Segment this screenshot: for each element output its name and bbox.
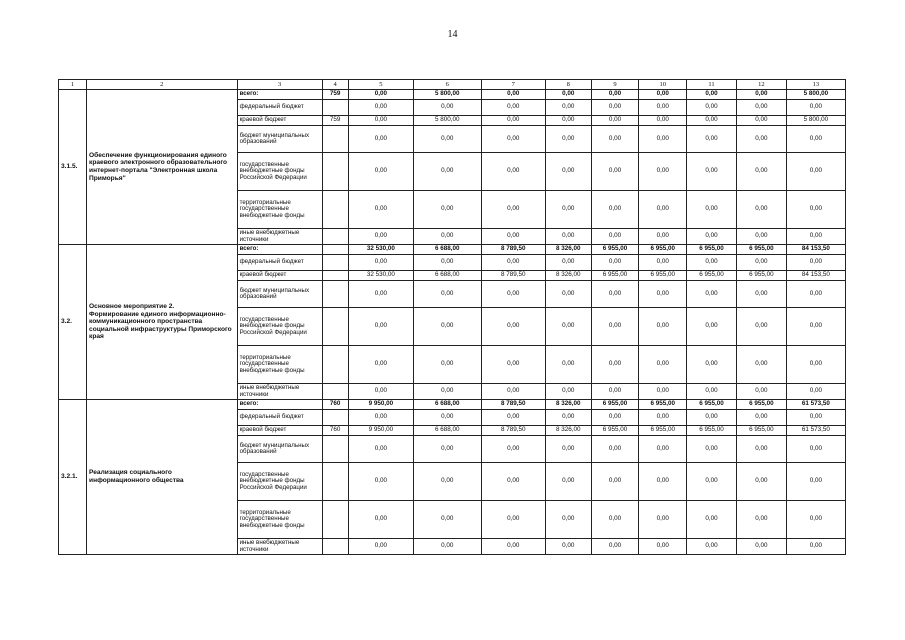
amount-cell: 0,00	[348, 255, 413, 271]
grbs-code-cell	[322, 100, 348, 116]
amount-cell: 0,00	[786, 501, 845, 539]
amount-cell: 0,00	[591, 410, 639, 426]
amount-cell: 0,00	[481, 281, 545, 308]
amount-cell: 6 955,00	[736, 271, 786, 281]
amount-cell: 84 153,50	[786, 271, 845, 281]
funding-source: государственные внебюджетные фонды Российской Федерации	[237, 308, 322, 346]
amount-cell: 9 950,00	[348, 426, 413, 436]
header-cell: 8	[545, 80, 591, 90]
amount-cell: 0,00	[639, 539, 687, 555]
amount-cell: 0,00	[545, 255, 591, 271]
funding-source: территориальные государственные внебюджетные фонды	[237, 501, 322, 539]
grbs-code-cell: 759	[322, 90, 348, 100]
amount-cell: 0,00	[687, 116, 737, 126]
amount-cell: 0,00	[687, 153, 737, 191]
amount-cell: 0,00	[591, 436, 639, 463]
funding-source: всего:	[237, 90, 322, 100]
amount-cell: 0,00	[348, 539, 413, 555]
header-cell: 6	[414, 80, 481, 90]
amount-cell: 0,00	[736, 153, 786, 191]
amount-cell: 5 800,00	[414, 90, 481, 100]
amount-cell: 0,00	[639, 229, 687, 245]
amount-cell: 0,00	[639, 153, 687, 191]
amount-cell: 0,00	[736, 100, 786, 116]
amount-cell: 8 789,50	[481, 245, 545, 255]
amount-cell: 0,00	[786, 308, 845, 346]
amount-cell: 0,00	[481, 90, 545, 100]
amount-cell: 0,00	[591, 126, 639, 153]
amount-cell: 0,00	[348, 308, 413, 346]
amount-cell: 0,00	[591, 191, 639, 229]
amount-cell: 0,00	[639, 410, 687, 426]
amount-cell: 0,00	[639, 501, 687, 539]
amount-cell: 8 789,50	[481, 271, 545, 281]
amount-cell: 6 955,00	[736, 245, 786, 255]
amount-cell: 6 955,00	[687, 271, 737, 281]
amount-cell: 0,00	[687, 410, 737, 426]
header-cell: 3	[237, 80, 322, 90]
amount-cell: 0,00	[348, 191, 413, 229]
funding-source: бюджет муниципальных образований	[237, 126, 322, 153]
grbs-code-cell	[322, 308, 348, 346]
amount-cell: 0,00	[687, 229, 737, 245]
budget-table	[58, 79, 846, 555]
grbs-code-cell: 759	[322, 116, 348, 126]
amount-cell: 32 530,00	[348, 245, 413, 255]
amount-cell: 6 955,00	[639, 400, 687, 410]
amount-cell: 8 789,50	[481, 426, 545, 436]
amount-cell: 0,00	[687, 463, 737, 501]
amount-cell: 0,00	[414, 539, 481, 555]
total-row	[59, 245, 846, 255]
funding-source: всего:	[237, 400, 322, 410]
amount-cell: 0,00	[348, 126, 413, 153]
item-code: 3.2.1.	[59, 400, 87, 555]
amount-cell: 0,00	[481, 501, 545, 539]
amount-cell: 0,00	[414, 255, 481, 271]
amount-cell: 0,00	[786, 126, 845, 153]
amount-cell: 0,00	[687, 501, 737, 539]
grbs-code-cell	[322, 501, 348, 539]
header-cell: 1	[59, 80, 87, 90]
amount-cell: 0,00	[414, 308, 481, 346]
funding-source: бюджет муниципальных образований	[237, 281, 322, 308]
funding-source: государственные внебюджетные фонды Российской Федерации	[237, 463, 322, 501]
amount-cell: 0,00	[414, 436, 481, 463]
amount-cell: 0,00	[414, 100, 481, 116]
amount-cell: 0,00	[414, 229, 481, 245]
amount-cell: 0,00	[348, 501, 413, 539]
total-row	[59, 400, 846, 410]
amount-cell: 0,00	[786, 463, 845, 501]
table-body	[59, 80, 846, 555]
amount-cell: 0,00	[481, 384, 545, 400]
item-title	[87, 245, 238, 400]
amount-cell: 6 688,00	[414, 400, 481, 410]
amount-cell: 0,00	[591, 255, 639, 271]
header-cell: 5	[348, 80, 413, 90]
header-cell: 7	[481, 80, 545, 90]
grbs-code-cell	[322, 271, 348, 281]
page-number: 14	[447, 29, 458, 40]
amount-cell: 0,00	[687, 191, 737, 229]
amount-cell: 0,00	[687, 100, 737, 116]
amount-cell: 0,00	[639, 100, 687, 116]
funding-source: иные внебюджетные источники	[237, 539, 322, 555]
amount-cell: 0,00	[545, 308, 591, 346]
header-cell: 10	[639, 80, 687, 90]
amount-cell: 0,00	[591, 384, 639, 400]
amount-cell: 0,00	[786, 255, 845, 271]
amount-cell: 6 688,00	[414, 426, 481, 436]
amount-cell: 0,00	[591, 116, 639, 126]
funding-source: территориальные государственные внебюджетные фонды	[237, 191, 322, 229]
amount-cell: 0,00	[481, 116, 545, 126]
funding-source: территориальные государственные внебюджетные фонды	[237, 346, 322, 384]
grbs-code-cell	[322, 153, 348, 191]
grbs-code-cell	[322, 191, 348, 229]
funding-source: краевой бюджет	[237, 116, 322, 126]
amount-cell: 0,00	[736, 346, 786, 384]
amount-cell: 6 955,00	[736, 426, 786, 436]
amount-cell: 0,00	[481, 346, 545, 384]
funding-source: федеральный бюджет	[237, 255, 322, 271]
amount-cell: 0,00	[786, 281, 845, 308]
amount-cell: 0,00	[736, 308, 786, 346]
amount-cell: 0,00	[414, 191, 481, 229]
header-cell: 12	[736, 80, 786, 90]
amount-cell: 0,00	[545, 126, 591, 153]
amount-cell: 0,00	[687, 539, 737, 555]
amount-cell: 0,00	[348, 153, 413, 191]
grbs-code-cell	[322, 539, 348, 555]
grbs-code-cell	[322, 346, 348, 384]
amount-cell: 0,00	[591, 153, 639, 191]
amount-cell: 0,00	[736, 436, 786, 463]
amount-cell: 0,00	[414, 153, 481, 191]
amount-cell: 6 955,00	[687, 245, 737, 255]
amount-cell: 0,00	[687, 281, 737, 308]
amount-cell: 0,00	[481, 191, 545, 229]
amount-cell: 0,00	[481, 436, 545, 463]
amount-cell: 0,00	[687, 436, 737, 463]
funding-source: государственные внебюджетные фонды Российской Федерации	[237, 153, 322, 191]
grbs-code-cell	[322, 229, 348, 245]
amount-cell: 0,00	[591, 308, 639, 346]
item-title-text: Формирование единого информационно-коммуникационного пространства социальной инфраструктуры Приморского края	[89, 310, 232, 341]
amount-cell: 0,00	[348, 229, 413, 245]
amount-cell: 8 789,50	[481, 400, 545, 410]
amount-cell: 8 326,00	[545, 245, 591, 255]
item-code: 3.1.5.	[59, 90, 87, 245]
amount-cell: 0,00	[639, 191, 687, 229]
amount-cell: 0,00	[687, 255, 737, 271]
amount-cell: 61 573,50	[786, 426, 845, 436]
header-cell: 13	[786, 80, 845, 90]
amount-cell: 0,00	[591, 501, 639, 539]
amount-cell: 0,00	[687, 126, 737, 153]
grbs-code-cell	[322, 255, 348, 271]
amount-cell: 0,00	[786, 436, 845, 463]
amount-cell: 0,00	[591, 90, 639, 100]
funding-source: краевой бюджет	[237, 426, 322, 436]
grbs-code-cell: 760	[322, 400, 348, 410]
amount-cell: 0,00	[481, 410, 545, 426]
header-cell: 11	[687, 80, 737, 90]
amount-cell: 0,00	[414, 384, 481, 400]
funding-source: всего:	[237, 245, 322, 255]
amount-cell: 0,00	[545, 384, 591, 400]
header-cell: 9	[591, 80, 639, 90]
amount-cell: 0,00	[481, 463, 545, 501]
item-title-heading: Основное мероприятие 2.	[89, 303, 175, 311]
grbs-code-cell	[322, 245, 348, 255]
amount-cell: 0,00	[414, 126, 481, 153]
amount-cell: 0,00	[687, 308, 737, 346]
item-title	[87, 400, 238, 555]
amount-cell: 0,00	[687, 346, 737, 384]
funding-source: федеральный бюджет	[237, 100, 322, 116]
amount-cell: 0,00	[481, 308, 545, 346]
amount-cell: 0,00	[736, 384, 786, 400]
amount-cell: 0,00	[736, 191, 786, 229]
amount-cell: 0,00	[348, 384, 413, 400]
amount-cell: 0,00	[481, 153, 545, 191]
amount-cell: 6 955,00	[639, 245, 687, 255]
amount-cell: 0,00	[639, 346, 687, 384]
amount-cell: 0,00	[736, 255, 786, 271]
amount-cell: 0,00	[414, 281, 481, 308]
grbs-code-cell	[322, 463, 348, 501]
amount-cell: 84 153,50	[786, 245, 845, 255]
amount-cell: 6 955,00	[687, 400, 737, 410]
amount-cell: 0,00	[545, 410, 591, 426]
amount-cell: 32 530,00	[348, 271, 413, 281]
amount-cell: 6 688,00	[414, 271, 481, 281]
amount-cell: 8 326,00	[545, 400, 591, 410]
amount-cell: 0,00	[786, 191, 845, 229]
amount-cell: 0,00	[736, 501, 786, 539]
funding-source: иные внебюджетные источники	[237, 229, 322, 245]
amount-cell: 0,00	[639, 126, 687, 153]
amount-cell: 0,00	[639, 436, 687, 463]
amount-cell: 0,00	[348, 436, 413, 463]
item-title-text: Реализация социального информационного общества	[89, 469, 184, 484]
amount-cell: 0,00	[348, 281, 413, 308]
grbs-code-cell: 760	[322, 426, 348, 436]
amount-cell: 0,00	[736, 90, 786, 100]
amount-cell: 0,00	[545, 100, 591, 116]
amount-cell: 6 955,00	[639, 271, 687, 281]
funding-source: федеральный бюджет	[237, 410, 322, 426]
amount-cell: 0,00	[481, 100, 545, 116]
amount-cell: 0,00	[591, 539, 639, 555]
amount-cell: 0,00	[591, 100, 639, 116]
amount-cell: 0,00	[545, 436, 591, 463]
amount-cell: 0,00	[414, 501, 481, 539]
item-code: 3.2.	[59, 245, 87, 400]
amount-cell: 0,00	[481, 539, 545, 555]
amount-cell: 0,00	[545, 463, 591, 501]
amount-cell: 0,00	[481, 229, 545, 245]
amount-cell: 61 573,50	[786, 400, 845, 410]
amount-cell: 0,00	[639, 384, 687, 400]
amount-cell: 0,00	[414, 410, 481, 426]
amount-cell: 0,00	[414, 346, 481, 384]
funding-source: бюджет муниципальных образований	[237, 436, 322, 463]
amount-cell: 0,00	[736, 463, 786, 501]
total-row	[59, 90, 846, 100]
grbs-code-cell	[322, 126, 348, 153]
amount-cell: 0,00	[786, 346, 845, 384]
item-title-text: Обеспечение функционирования единого краевого электронного образовательного интернет-портала "Электронная школа Приморья"	[89, 151, 228, 182]
amount-cell: 0,00	[591, 229, 639, 245]
amount-cell: 0,00	[736, 229, 786, 245]
amount-cell: 5 800,00	[414, 116, 481, 126]
amount-cell: 6 955,00	[591, 245, 639, 255]
amount-cell: 8 326,00	[545, 271, 591, 281]
amount-cell: 9 950,00	[348, 400, 413, 410]
amount-cell: 0,00	[545, 153, 591, 191]
grbs-code-cell	[322, 410, 348, 426]
amount-cell: 0,00	[687, 90, 737, 100]
amount-cell: 6 955,00	[687, 426, 737, 436]
amount-cell: 0,00	[348, 90, 413, 100]
amount-cell: 0,00	[545, 229, 591, 245]
amount-cell: 0,00	[786, 153, 845, 191]
amount-cell: 0,00	[736, 116, 786, 126]
amount-cell: 5 800,00	[786, 90, 845, 100]
amount-cell: 0,00	[591, 281, 639, 308]
amount-cell: 0,00	[639, 255, 687, 271]
item-title	[87, 90, 238, 245]
amount-cell: 0,00	[786, 384, 845, 400]
grbs-code-cell	[322, 436, 348, 463]
amount-cell: 8 326,00	[545, 426, 591, 436]
amount-cell: 5 800,00	[786, 116, 845, 126]
header-cell: 4	[322, 80, 348, 90]
amount-cell: 0,00	[786, 100, 845, 116]
funding-source: иные внебюджетные источники	[237, 384, 322, 400]
amount-cell: 0,00	[545, 191, 591, 229]
amount-cell: 0,00	[786, 539, 845, 555]
amount-cell: 0,00	[545, 346, 591, 384]
amount-cell: 6 955,00	[639, 426, 687, 436]
amount-cell: 0,00	[481, 255, 545, 271]
amount-cell: 0,00	[639, 116, 687, 126]
amount-cell: 0,00	[481, 126, 545, 153]
header-row	[59, 80, 846, 90]
amount-cell: 0,00	[348, 410, 413, 426]
amount-cell: 6 688,00	[414, 245, 481, 255]
amount-cell: 6 955,00	[591, 426, 639, 436]
amount-cell: 0,00	[639, 308, 687, 346]
amount-cell: 6 955,00	[591, 400, 639, 410]
amount-cell: 0,00	[639, 463, 687, 501]
amount-cell: 0,00	[639, 281, 687, 308]
amount-cell: 6 955,00	[736, 400, 786, 410]
amount-cell: 0,00	[414, 463, 481, 501]
amount-cell: 0,00	[786, 229, 845, 245]
amount-cell: 0,00	[545, 116, 591, 126]
amount-cell: 0,00	[736, 410, 786, 426]
funding-source: краевой бюджет	[237, 271, 322, 281]
amount-cell: 0,00	[348, 100, 413, 116]
amount-cell: 0,00	[639, 90, 687, 100]
amount-cell: 0,00	[736, 539, 786, 555]
amount-cell: 0,00	[545, 501, 591, 539]
amount-cell: 0,00	[736, 281, 786, 308]
amount-cell: 0,00	[545, 539, 591, 555]
amount-cell: 0,00	[348, 463, 413, 501]
amount-cell: 0,00	[545, 281, 591, 308]
amount-cell: 0,00	[591, 463, 639, 501]
amount-cell: 6 955,00	[591, 271, 639, 281]
amount-cell: 0,00	[545, 90, 591, 100]
amount-cell: 0,00	[348, 116, 413, 126]
grbs-code-cell	[322, 281, 348, 308]
amount-cell: 0,00	[687, 384, 737, 400]
amount-cell: 0,00	[736, 126, 786, 153]
amount-cell: 0,00	[591, 346, 639, 384]
amount-cell: 0,00	[348, 346, 413, 384]
header-cell: 2	[87, 80, 238, 90]
amount-cell: 0,00	[786, 410, 845, 426]
grbs-code-cell	[322, 384, 348, 400]
